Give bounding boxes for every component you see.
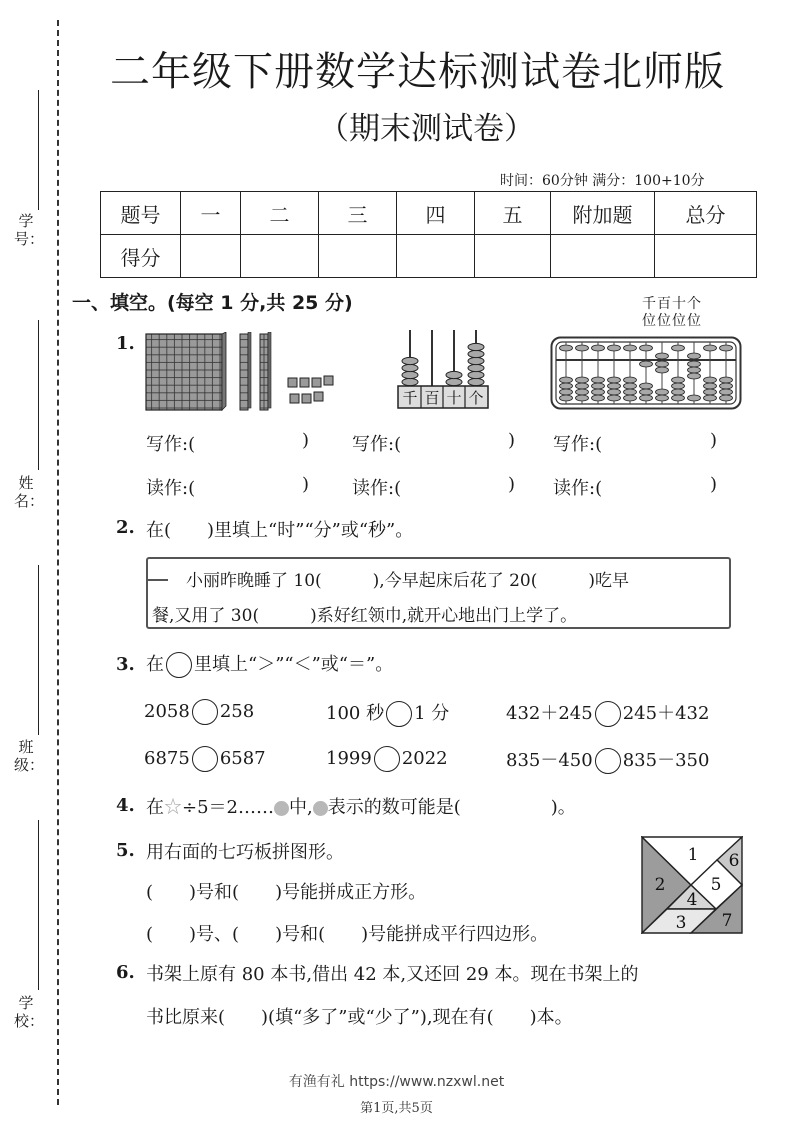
q4-text-d: 表示的数可能是( )。 <box>327 797 576 818</box>
question-number: 1. <box>116 333 135 354</box>
q4-text-b: ÷5＝2…… <box>182 797 274 818</box>
write-label: 写作:( <box>553 434 603 455</box>
score-header-cell: 四 <box>397 192 475 235</box>
compare-circle-input[interactable] <box>595 701 621 727</box>
page-number: 第1页,共5页 <box>360 1101 433 1116</box>
score-header-cell: 三 <box>319 192 397 235</box>
page-title: 二年级下册数学达标测试卷北师版 <box>110 49 725 95</box>
score-cell[interactable] <box>655 235 757 278</box>
section-title: 一、填空。(每空 1 分,共 25 分) <box>72 292 353 314</box>
compare-item <box>506 699 709 727</box>
class-label: 班级： <box>14 738 45 774</box>
q2-prompt: 在( )里填上“时”“分”或“秒”。 <box>146 520 414 541</box>
read-label: 读作:( <box>146 478 196 499</box>
q4-text <box>146 793 576 819</box>
read-answer-2[interactable] <box>352 474 401 500</box>
compare-left: 100 秒 <box>326 703 385 724</box>
q3-prompt-a: 在 <box>146 654 164 675</box>
compare-circle-input[interactable] <box>374 746 400 772</box>
place-label: 十 <box>446 389 462 407</box>
tangram-piece-label: 2 <box>654 875 666 895</box>
compare-circle-input[interactable] <box>192 699 218 725</box>
gray-dot-icon <box>313 801 328 816</box>
tangram-piece-label: 1 <box>687 845 699 865</box>
name-label: 姓名： <box>14 474 45 510</box>
story-line-1: 小丽昨晚睡了 10( ),今早起床后花了 20( )吃早 <box>186 571 630 591</box>
score-header-cell: 附加题 <box>551 192 655 235</box>
question-number: 2. <box>116 517 135 538</box>
tangram-piece-label: 7 <box>721 911 733 931</box>
compare-item <box>326 699 449 727</box>
compare-right: 258 <box>219 701 255 722</box>
student-id-line <box>38 90 39 210</box>
score-cell[interactable] <box>319 235 397 278</box>
q4-text-a: 在 <box>146 797 164 818</box>
compare-circle-input[interactable] <box>192 746 218 772</box>
star-icon: ☆ <box>164 797 182 818</box>
student-id-label: 学号： <box>14 212 45 248</box>
write-label: 写作:( <box>352 434 402 455</box>
tangram-figure <box>641 836 743 934</box>
read-label: 读作:( <box>553 478 603 499</box>
class-line <box>38 565 39 735</box>
q3-prompt <box>146 650 393 678</box>
score-header-cell: 一 <box>181 192 241 235</box>
read-close-1: ) <box>302 474 310 495</box>
gray-dot-icon <box>274 801 289 816</box>
ten-rod-icon <box>240 332 251 410</box>
compare-left: 835－450 <box>506 750 593 771</box>
q3-prompt-b: 里填上“＞”“＜”或“＝”。 <box>194 654 394 675</box>
q6-line-1: 书架上原有 80 本书,借出 42 本,又还回 29 本。现在书架上的 <box>146 964 639 985</box>
score-header-cell: 二 <box>241 192 319 235</box>
compare-right: 6587 <box>219 748 266 769</box>
score-cell[interactable] <box>475 235 551 278</box>
write-answer-3[interactable] <box>553 430 602 456</box>
q4-text-c: 中, <box>289 797 313 818</box>
place-label: 百 <box>424 389 440 407</box>
read-close-3: ) <box>710 474 718 495</box>
question-number: 4. <box>116 795 135 816</box>
write-answer-2[interactable] <box>352 430 401 456</box>
compare-right: 1 分 <box>414 703 450 724</box>
chinese-abacus-figure <box>550 336 742 410</box>
write-close-1: ) <box>302 430 310 451</box>
compare-left: 2058 <box>144 701 190 722</box>
watermark-text: 有渔有礼 https://www.nzxwl.net <box>288 1074 505 1090</box>
read-label: 读作:( <box>352 478 402 499</box>
score-header-cell: 总分 <box>655 192 757 235</box>
abacus-header-top: 千百十个 <box>642 296 702 312</box>
read-answer-1[interactable] <box>146 474 195 500</box>
q5-prompt: 用右面的七巧板拼图形。 <box>146 842 344 863</box>
read-answer-3[interactable] <box>553 474 602 500</box>
read-close-2: ) <box>508 474 516 495</box>
school-label: 学校： <box>14 994 45 1030</box>
compare-right: 245＋432 <box>622 703 710 724</box>
page-subtitle: （期末测试卷） <box>318 111 535 147</box>
compare-right: 835－350 <box>622 750 710 771</box>
tangram-piece-label: 6 <box>728 851 740 871</box>
write-label: 写作:( <box>146 434 196 455</box>
name-line <box>38 320 39 470</box>
score-header-cell: 题号 <box>101 192 181 235</box>
q5-line-1: ( )号和( )号能拼成正方形。 <box>146 882 427 903</box>
story-line-2: 餐,又用了 30( )系好红领巾,就开心地出门上学了。 <box>152 606 578 626</box>
compare-circle-icon <box>166 652 192 678</box>
compare-circle-input[interactable] <box>386 701 412 727</box>
compare-circle-input[interactable] <box>595 748 621 774</box>
score-table-header-row <box>101 192 757 235</box>
write-close-2: ) <box>508 430 516 451</box>
compare-item <box>144 699 254 725</box>
place-label: 千 <box>402 389 418 407</box>
ten-rod-icon <box>260 332 271 410</box>
write-close-3: ) <box>710 430 718 451</box>
score-cell[interactable] <box>397 235 475 278</box>
question-number: 3. <box>116 654 135 675</box>
score-table-score-row <box>101 235 757 278</box>
compare-left: 1999 <box>326 748 372 769</box>
place-label: 个 <box>468 389 484 407</box>
q6-line-2: 书比原来( )(填“多了”或“少了”),现在有( )本。 <box>146 1007 573 1028</box>
compare-right: 2022 <box>401 748 448 769</box>
score-row-label: 得分 <box>101 235 181 278</box>
abacus-header-bottom: 位位位位 <box>642 313 702 329</box>
tangram-piece-label: 3 <box>675 913 687 933</box>
q5-line-2: ( )号、( )号和( )号能拼成平行四边形。 <box>146 924 549 945</box>
compare-item <box>144 746 266 772</box>
score-header-cell: 五 <box>475 192 551 235</box>
write-answer-1[interactable] <box>146 430 195 456</box>
abacus-place-header <box>642 296 702 330</box>
base-ten-blocks-figure <box>144 332 340 412</box>
tangram-piece-label: 4 <box>686 890 698 910</box>
hundred-flat-icon <box>146 332 226 410</box>
compare-left: 432＋245 <box>506 703 593 724</box>
score-cell[interactable] <box>241 235 319 278</box>
counting-abacus-figure <box>396 328 492 410</box>
tangram-piece-label: 5 <box>710 875 722 895</box>
compare-item <box>326 746 448 772</box>
score-cell[interactable] <box>551 235 655 278</box>
compare-item <box>506 746 709 774</box>
unit-cubes-icon <box>288 376 333 403</box>
score-table <box>100 191 757 278</box>
question-number: 5. <box>116 840 135 861</box>
school-line <box>38 820 39 990</box>
binding-dashed-line <box>57 20 59 1105</box>
time-info: 时间：60分钟 满分：100+10分 <box>500 173 705 189</box>
compare-left: 6875 <box>144 748 190 769</box>
question-number: 6. <box>116 962 135 983</box>
score-cell[interactable] <box>181 235 241 278</box>
